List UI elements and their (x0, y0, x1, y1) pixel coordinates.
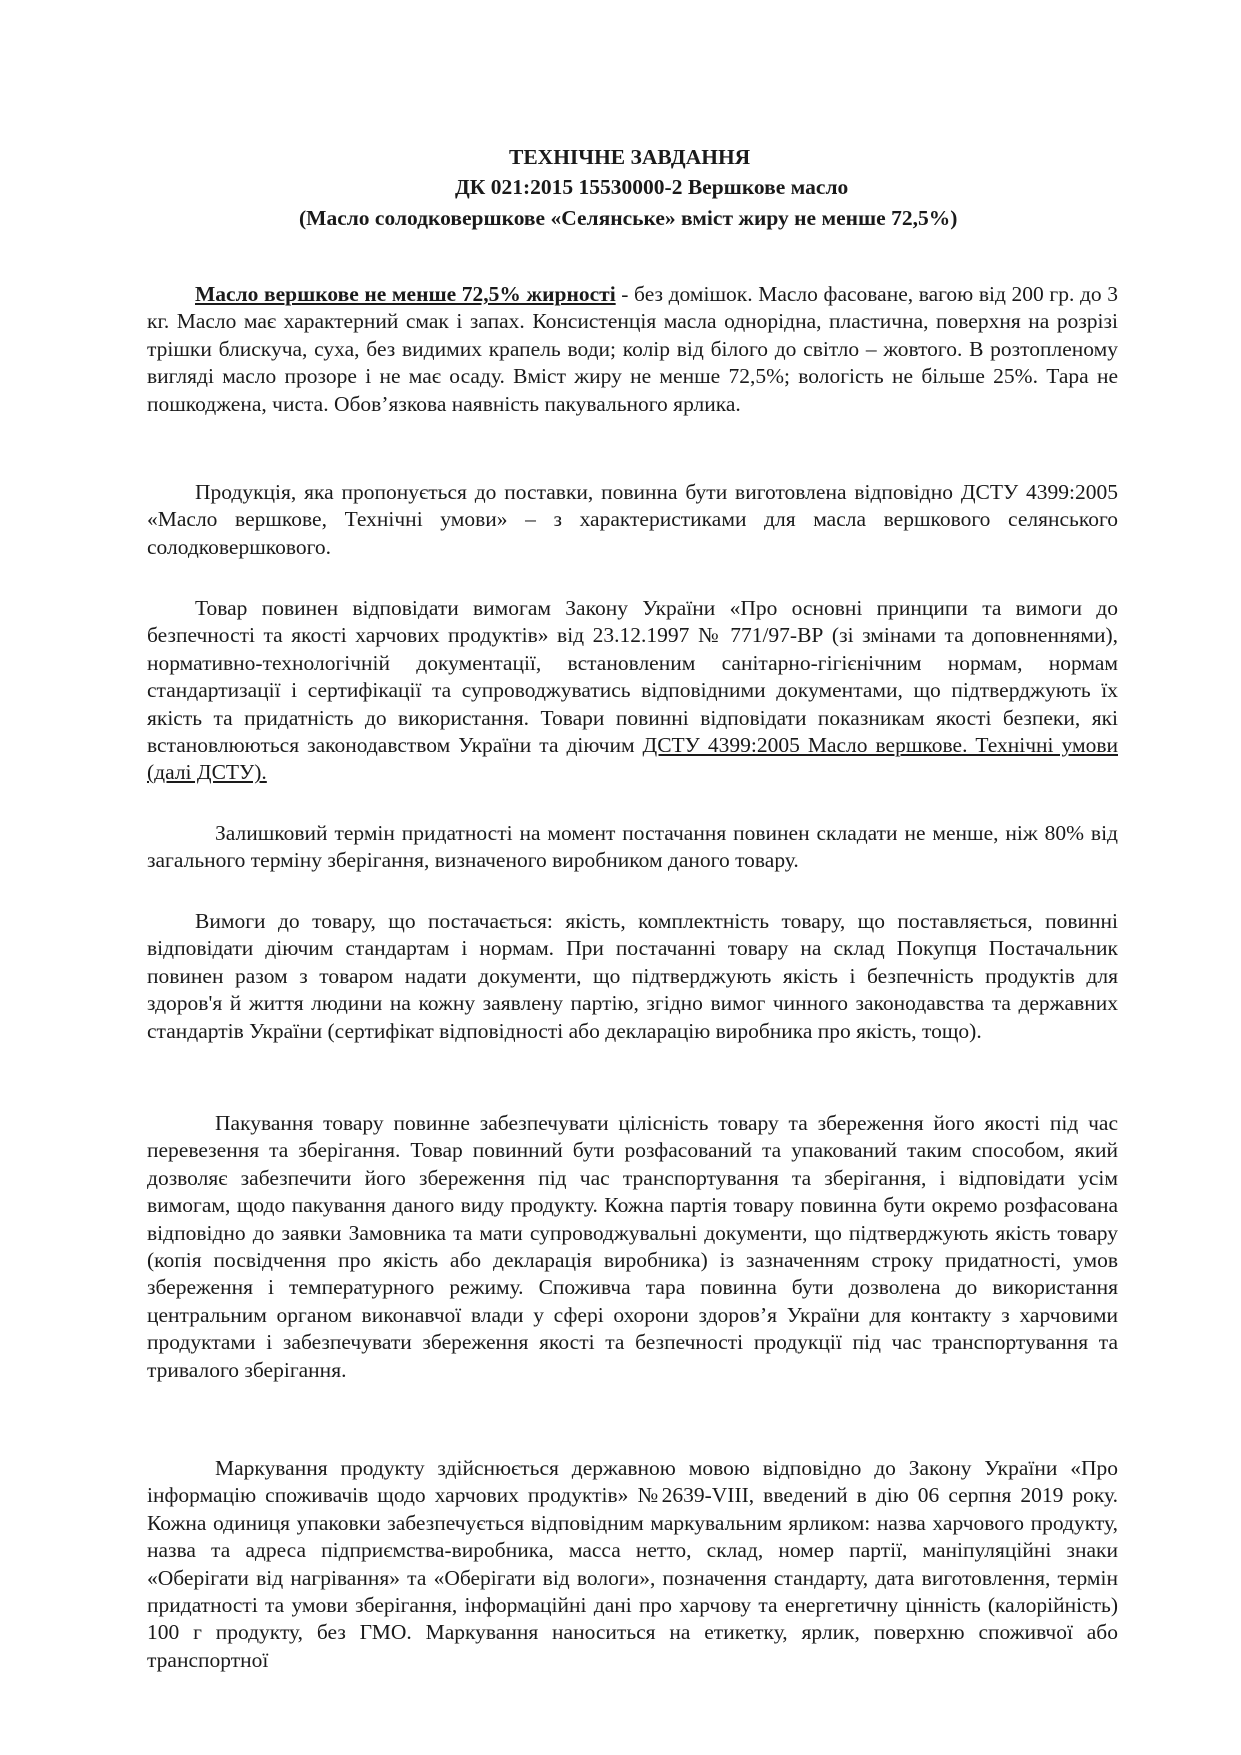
paragraph-text: Пакування товару повинне забезпечувати цілісність товару та збереження його якості під час перевезення та зберігання. Товар повинний бути розфасований та упакований таким способом, який дозволяє забезпечити його збереження під час транспортування та зберігання, і відповідати усім вимогам, щодо пакування даного виду продукту. Кожна партія товару повинна бути окремо розфасована відповідно до заявки Замовника та мати супроводжувальні документи, що підтверджують якість товару (копія посвідчення про якість або декларація виробника) із зазначенням строку придатності, умов збереження і температурного режиму. Споживча тара повинна бути дозволена до використання центральним органом виконавчої влади у сфері охорони здоров’я України для контакту з харчовими продуктами і забезпечувати збереження якості та безпечності продукції під час транспортування та тривалого зберігання. (147, 1111, 1118, 1382)
paragraph-text: Маркування продукту здійснюється державною мовою відповідно до Закону України «Про інформацію споживачів щодо харчових продуктів» №2639-VIII, введений в дію 06 серпня 2019 року. Кожна одиниця упаковки забезпечується відповідним маркувальним ярликом: назва харчового продукту, назва та адреса підприємства-виробника, масса нетто, склад, номер партії, маніпуляційні знаки «Оберігати від нагрівання» та «Оберігати від вологи», позначення стандарту, дата виготовлення, термін придатності та умови зберігання, інформаційні дані про харчову та енергетичну цінність (калорійність) 100 г продукту, без ГМО. Маркування наноситься на етикетку, ярлик, поверхню споживчої або транспортної (147, 1456, 1118, 1672)
paragraph-butter-spec (147, 281, 1118, 418)
title-line-2: ДК 021:2015 15530000-2 Вершкове масло (455, 175, 849, 199)
title-line-3: (Масло солодковершкове «Селянське» вміст жиру не менше 72,5%) (299, 206, 958, 230)
paragraph-text: - без домішок. Масло фасоване, вагою від 200 гр. до 3 кг. Масло має характерний смак і запах. Консистенція масла однорідна, пластична, поверхня на розрізі трішки блискуча, суха, без видимих крапель води; колір від білого до світло – жовтого. В розтопленому вигляді масло прозоре і не має осаду. Вміст жиру не менше 72,5%; вологість не більше 25%. Тара не пошкоджена, чиста. Обов’язкова наявність пакувального ярлика. (147, 282, 1118, 416)
dstu-reference: ДСТУ 4399:2005 Масло вершкове. Технічні умови (далі ДСТУ). (147, 733, 1118, 785)
title-line-1: ТЕХНІЧНЕ ЗАВДАННЯ (509, 145, 751, 169)
paragraph-text: Вимоги до товару, що постачається: якість, комплектність товару, що поставляється, повинні відповідати діючим стандартам і нормам. При постачанні товару на склад Покупця Постачальник повинен разом з товаром надати документи, що підтверджують якість і безпечність продуктів для здоров'я й життя людини на кожну заявлену партію, згідно вимог чинного законодавства та державних стандартів України (сертифікат відповідності або декларацію виробника про якість, тощо). (147, 909, 1118, 1043)
paragraph-text: Товар повинен відповідати вимогам Закону України «Про основні принципи та вимоги до безпечності та якості харчових продуктів» від 23.12.1997 № 771/97-ВР (зі змінами та доповненнями), нормативно-технологічній документації, встановленим санітарно-гігієнічним нормам, нормам стандартизації і сертифікації та супроводжуватись відповідними документами, що підтверджують їх якість та придатність до використання. Товари повинні відповідати показникам якості безпеки, які встановлюються законодавством України та діючим (147, 596, 1118, 758)
paragraph-packaging (147, 1110, 1118, 1384)
paragraph-dstu (147, 479, 1118, 561)
paragraph-shelf-life (147, 820, 1118, 875)
paragraph-text: Залишковий термін придатності на момент постачання повинен складати не менше, ніж 80% від загального терміну зберігання, визначеного виробником даного товару. (147, 821, 1118, 873)
paragraph-law (147, 595, 1118, 787)
paragraph-labeling (147, 1455, 1118, 1674)
paragraph-lead: Масло вершкове не менше 72,5% жирності (195, 282, 616, 306)
paragraph-text: Продукція, яка пропонується до поставки, повинна бути виготовлена відповідно ДСТУ 4399:2005 «Масло вершкове, Технічні умови» – з характеристиками для масла вершкового селянського солодковершкового. (147, 480, 1118, 559)
paragraph-requirements (147, 908, 1118, 1045)
